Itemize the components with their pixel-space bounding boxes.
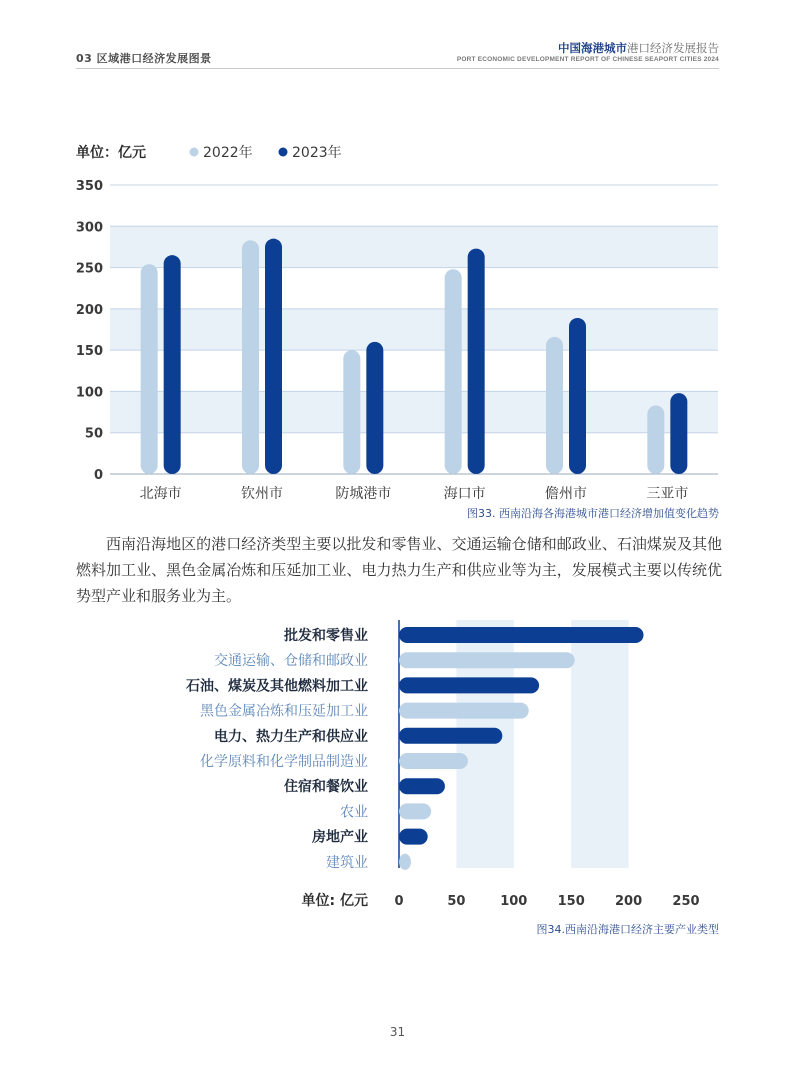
x-tick-label: 三亚市 — [646, 486, 689, 502]
y-tick-label: 100 — [75, 385, 103, 401]
legend-label: 2022年 — [203, 145, 253, 161]
bar — [647, 405, 664, 474]
y-tick-label: 0 — [93, 468, 103, 483]
bar — [399, 728, 502, 744]
y-tick-label: 350 — [75, 179, 103, 194]
bar — [164, 255, 181, 474]
y-tick-label: 250 — [75, 261, 103, 277]
y-tick-label: 200 — [75, 302, 103, 318]
report-title-en: PORT ECONOMIC DEVELOPMENT REPORT OF CHINESE SEAPORT CITIES 2024 — [456, 56, 719, 63]
x-tick-label: 200 — [615, 894, 643, 909]
grid-band — [110, 226, 718, 267]
x-tick-label: 250 — [672, 894, 700, 909]
bar — [399, 677, 539, 693]
x-tick-label: 海口市 — [443, 486, 486, 502]
y-tick-label: 300 — [75, 220, 103, 236]
bar — [670, 393, 687, 474]
category-label: 电力、热力生产和供应业 — [214, 728, 368, 745]
category-label: 房地产业 — [312, 829, 368, 846]
x-tick-label: 100 — [500, 894, 528, 909]
bar — [366, 342, 383, 474]
y-tick-label: 150 — [75, 344, 103, 360]
x-tick-label: 儋州市 — [545, 486, 587, 502]
category-label: 交通运输、仓储和邮政业 — [214, 653, 368, 670]
category-label: 黑色金属冶炼和压延加工业 — [200, 703, 368, 720]
bar — [399, 753, 468, 769]
category-label: 住宿和餐饮业 — [284, 779, 368, 796]
bar — [242, 240, 259, 474]
page-number: 31 — [389, 1025, 406, 1039]
section-title: 03 区域港口经济发展图景 — [76, 52, 212, 65]
bar — [399, 778, 445, 794]
chart2-caption: 图34.西南沿海港口经济主要产业类型 — [536, 923, 719, 936]
y-tick-label: 50 — [84, 426, 103, 442]
chart1-caption: 图33. 西南沿海各海港城市港口经济增加值变化趋势 — [467, 507, 719, 520]
legend-marker — [190, 148, 199, 157]
bar — [445, 269, 462, 474]
report-title-brand: 中国海港城市 — [558, 41, 627, 55]
category-label: 批发和零售业 — [284, 628, 368, 644]
grid-band — [110, 309, 718, 350]
category-label: 农业 — [340, 804, 368, 821]
report-title-rest: 港口经济发展报告 — [627, 41, 719, 55]
bar — [141, 264, 158, 474]
bar — [468, 249, 485, 474]
grid-band — [110, 391, 718, 432]
x-tick-label: 防城港市 — [335, 486, 392, 502]
unit-label: 单位：亿元 — [76, 145, 146, 161]
legend-marker — [279, 148, 288, 157]
category-label: 建筑业 — [326, 854, 368, 871]
bar — [399, 652, 575, 668]
bar — [343, 350, 360, 474]
bar — [265, 239, 282, 474]
x-tick-label: 50 — [447, 894, 466, 909]
city-value-chart — [0, 0, 795, 520]
x-tick-label: 北海市 — [139, 486, 182, 502]
category-label: 石油、煤炭及其他燃料加工业 — [186, 678, 368, 695]
bar — [399, 803, 431, 819]
industry-type-chart — [0, 610, 795, 930]
body-paragraph: 西南沿海地区的港口经济类型主要以批发和零售业、交通运输仓储和邮政业、石油煤炭及其他燃料加工业、黑色金属冶炼和压延加工业、电力热力生产和供应业等为主，发展模式主要以传统优势型产业和服务业为主。 — [76, 535, 722, 605]
bar — [399, 829, 428, 845]
x-tick-label: 钦州市 — [241, 486, 283, 502]
bar — [399, 703, 529, 719]
bar — [399, 627, 644, 643]
bar — [399, 854, 411, 870]
bar — [546, 337, 563, 474]
unit-label: 单位: 亿元 — [301, 893, 368, 909]
legend-label: 2023年 — [292, 145, 342, 161]
bar — [569, 318, 586, 474]
grid-band — [571, 620, 628, 868]
category-label: 化学原料和化学制品制造业 — [200, 754, 368, 770]
x-tick-label: 150 — [557, 894, 585, 909]
x-tick-label: 0 — [394, 894, 404, 909]
